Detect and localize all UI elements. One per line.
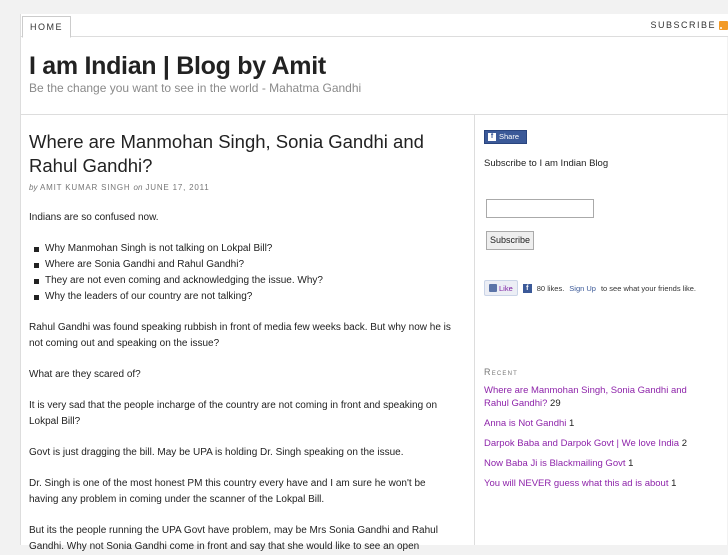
byline-on: on — [133, 183, 143, 192]
likes-count: 80 likes. — [536, 283, 565, 293]
post-intro: Indians are so confused now. — [29, 212, 159, 223]
list-item: They are not even coming and acknowledging the issue. Why? — [33, 273, 457, 289]
list-item: Why the leaders of our country are not talking? — [33, 289, 457, 305]
like-label: Like — [499, 283, 513, 293]
facebook-icon: f — [523, 284, 532, 293]
top-nav — [21, 14, 728, 37]
recent-post-count: 1 — [569, 418, 575, 429]
byline-by: by — [29, 183, 38, 192]
post-bullet-list — [29, 241, 457, 305]
post-date: JUNE 17, 2011 — [145, 183, 210, 192]
list-item — [484, 457, 714, 470]
post-paragraph: It is very sad that the people incharge of the country are not coming in front and speaking on Lokpal Bill? — [29, 400, 438, 427]
facebook-icon: f — [488, 133, 496, 141]
list-item — [484, 417, 714, 430]
list-item — [484, 384, 714, 410]
likes-suffix: to see what your friends like. — [600, 283, 697, 293]
recent-post-count: 1 — [628, 458, 634, 469]
list-item: Where are Sonia Gandhi and Rahul Gandhi? — [33, 257, 457, 273]
recent-post-link[interactable]: Where are Manmohan Singh, Sonia Gandhi and Rahul Gandhi? — [484, 385, 687, 409]
main-content — [21, 115, 475, 552]
facebook-share-button[interactable] — [484, 130, 527, 144]
recent-post-link[interactable]: You will NEVER guess what this ad is about — [484, 478, 669, 489]
post-paragraph: Govt is just dragging the bill. May be UPA is holding Dr. Singh speaking on the issue. — [29, 447, 404, 458]
email-field[interactable] — [486, 199, 594, 218]
list-item: Why Manmohan Singh is not talking on Lokpal Bill? — [33, 241, 457, 257]
recent-post-count: 2 — [681, 438, 687, 449]
recent-post-link[interactable]: Anna is Not Gandhi — [484, 418, 567, 429]
post-title[interactable]: Where are Manmohan Singh, Sonia Gandhi and Rahul Gandhi? — [29, 131, 424, 176]
recent-post-count: 29 — [550, 398, 561, 409]
subscribe-title: Subscribe to I am Indian Blog — [484, 158, 609, 169]
rss-icon — [719, 21, 728, 30]
post-paragraph: Dr. Singh is one of the most honest PM this country every have and I am sure he won't be having any problem in coming under the scanner of the Lokpal Bill. — [29, 478, 426, 505]
facebook-like-box — [484, 280, 696, 296]
list-item — [484, 437, 714, 450]
nav-subscribe-link[interactable] — [650, 19, 728, 31]
post-body — [29, 210, 457, 555]
post-paragraph: What are they scared of? — [29, 369, 141, 380]
subscribe-button[interactable]: Subscribe — [486, 231, 534, 250]
nav-subscribe-label: SUBSCRIBE — [650, 20, 716, 30]
recent-heading: Recent — [484, 367, 519, 377]
page-container — [20, 14, 727, 552]
site-tagline: Be the change you want to see in the world - Mahatma Gandhi — [29, 81, 362, 95]
post-byline — [29, 183, 474, 192]
signup-link[interactable]: Sign Up — [569, 283, 596, 293]
post-author-link[interactable]: AMIT KUMAR SINGH — [40, 183, 131, 192]
post-paragraph: Rahul Gandhi was found speaking rubbish in front of media few weeks back. But why now he is not coming out and speaking on the issue? — [29, 322, 451, 349]
post-paragraph: But its the people running the UPA Govt have problem, may be Mrs Sonia Gandhi and Rahul Gandhi. Why not Sonia Gandhi come in front and say that she would like to see an open — [29, 525, 438, 552]
list-item — [484, 477, 714, 490]
recent-posts — [484, 367, 714, 497]
recent-post-count: 1 — [671, 478, 677, 489]
recent-post-link[interactable]: Now Baba Ji is Blackmailing Govt — [484, 458, 626, 469]
site-title[interactable]: I am Indian | Blog by Amit — [29, 52, 326, 80]
like-button[interactable] — [484, 280, 518, 296]
nav-home-tab[interactable]: HOME — [22, 16, 71, 38]
recent-post-link[interactable]: Darpok Baba and Darpok Govt | We love India — [484, 438, 680, 449]
thumbs-up-icon — [489, 284, 497, 292]
share-label: Share — [499, 132, 520, 141]
